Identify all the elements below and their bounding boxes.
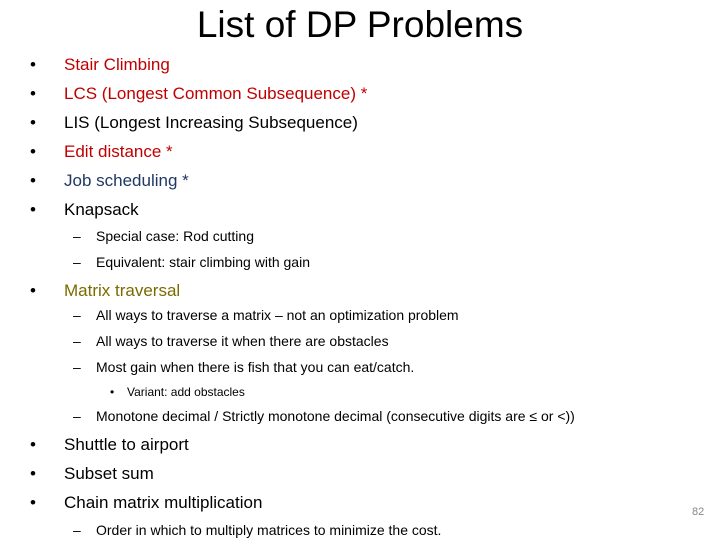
dash-matrix-sub1: – (73, 307, 81, 323)
bullet-edit: • (30, 142, 36, 161)
item-traverse-obstacles: All ways to traverse it when there are obstacles (96, 333, 389, 349)
item-lis: LIS (Longest Increasing Subsequence) (64, 113, 358, 132)
item-chain-matrix: Chain matrix multiplication (64, 493, 263, 512)
item-stair-climbing: Stair Climbing (64, 55, 170, 74)
item-subset-sum: Subset sum (64, 464, 154, 483)
dash-matrix-sub4: – (73, 408, 81, 424)
bullet-matrix: • (30, 281, 36, 300)
slide-title: List of DP Problems (196, 4, 524, 45)
slide-number: 82 (692, 506, 705, 518)
item-stair-climbing-gain: Equivalent: stair climbing with gain (96, 254, 310, 270)
bullet-stair: • (30, 55, 36, 74)
item-lcs: LCS (Longest Common Subsequence) * (64, 84, 368, 103)
item-most-gain-fish: Most gain when there is fish that you can eat/catch. (96, 359, 415, 375)
item-variant-obstacles: Variant: add obstacles (127, 385, 245, 399)
bullet-lis: • (30, 113, 36, 132)
bullet-variant: • (110, 385, 115, 399)
bullet-chain: • (30, 493, 36, 512)
item-matrix-traversal: Matrix traversal (64, 281, 181, 300)
dash-matrix-sub3: – (73, 359, 81, 375)
item-job-scheduling: Job scheduling * (64, 171, 189, 190)
item-monotone-decimal: Monotone decimal / Strictly monotone decimal (consecutive digits are ≤ or <)) (96, 408, 575, 424)
bullet-subset: • (30, 464, 36, 483)
item-edit-distance: Edit distance * (64, 142, 173, 161)
item-all-ways-traverse: All ways to traverse a matrix – not an optimization problem (96, 307, 459, 323)
dash-chain-sub1: – (73, 522, 81, 538)
item-shuttle-airport: Shuttle to airport (64, 435, 189, 454)
dash-knapsack-sub2: – (73, 254, 81, 270)
bullet-knapsack: • (30, 200, 36, 219)
bullet-shuttle: • (30, 435, 36, 454)
dash-matrix-sub2: – (73, 333, 81, 349)
item-rod-cutting: Special case: Rod cutting (96, 228, 254, 244)
item-knapsack: Knapsack (64, 200, 139, 219)
item-order-multiply: Order in which to multiply matrices to minimize the cost. (96, 522, 442, 538)
dash-knapsack-sub1: – (73, 228, 81, 244)
bullet-job: • (30, 171, 36, 190)
bullet-lcs: • (30, 84, 36, 103)
